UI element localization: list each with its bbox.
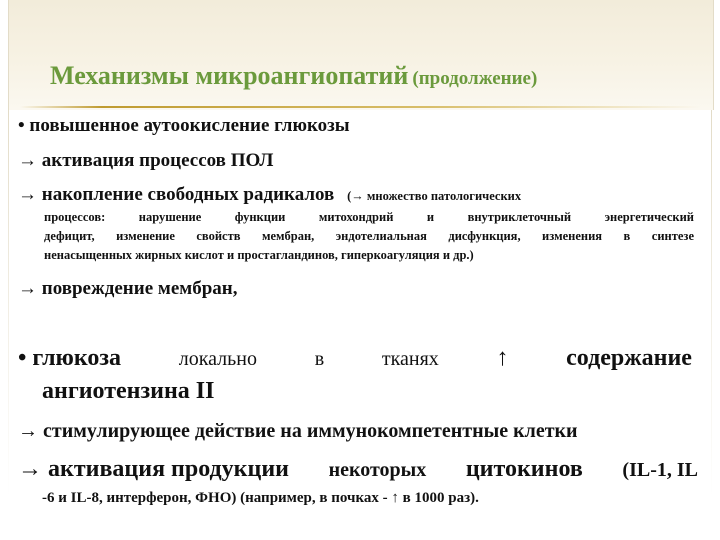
slide-title-suffix: (продолжение)	[412, 68, 538, 89]
text-line-5-b: локально	[178, 348, 257, 370]
right-frame-line	[711, 110, 712, 540]
text-line-6: → стимулирующее действие на иммунокомпетентные клетки	[18, 420, 578, 442]
slide-title-main: Механизмы микроангиопатий	[50, 61, 409, 90]
left-frame-line	[8, 110, 9, 540]
text-line-7-a: → активация продукции	[18, 456, 289, 482]
text-line-7-cont: -6 и IL-8, интерферон, ФНО) (например, в почках - ↑ в 1000 раз).	[42, 490, 479, 506]
title-divider	[20, 106, 700, 108]
text-line-5-c: в	[314, 348, 325, 370]
slide-title	[50, 61, 537, 91]
text-line-7-d: (IL-1, IL	[622, 459, 698, 481]
text-line-5-d: тканях	[381, 348, 439, 370]
text-line-3-paren: (→ множество патологических	[347, 189, 522, 203]
text-line-3	[18, 184, 521, 206]
text-line-5	[18, 345, 692, 372]
text-line-7-b: некоторых	[328, 459, 427, 481]
text-line-7	[18, 456, 698, 483]
text-line-5-e: ↑	[496, 345, 509, 371]
text-line-3-main: → накопление свободных радикалов	[18, 184, 335, 205]
detail-line-1: процессов: нарушение функции митохондрий и внутриклеточный энергетический	[44, 210, 694, 224]
detail-line-2: дефицит, изменение свойств мембран, эндотелиальная дисфункция, изменения в синтезе	[44, 229, 694, 243]
detail-line-3: ненасыщенных жирных кислот и простагландинов, гиперкоагуляция и др.)	[44, 248, 474, 262]
header-band	[8, 0, 714, 110]
text-line-2: → активация процессов ПОЛ	[18, 150, 274, 171]
text-line-5-cont: ангиотензина II	[42, 378, 215, 404]
text-line-1: • повышенное аутоокисление глюкозы	[18, 115, 350, 136]
text-line-7-c: цитокинов	[465, 456, 583, 482]
text-line-5-a: • глюкоза	[18, 345, 122, 371]
text-line-5-f: содержание	[566, 345, 692, 371]
text-line-4: → повреждение мембран,	[18, 278, 238, 299]
